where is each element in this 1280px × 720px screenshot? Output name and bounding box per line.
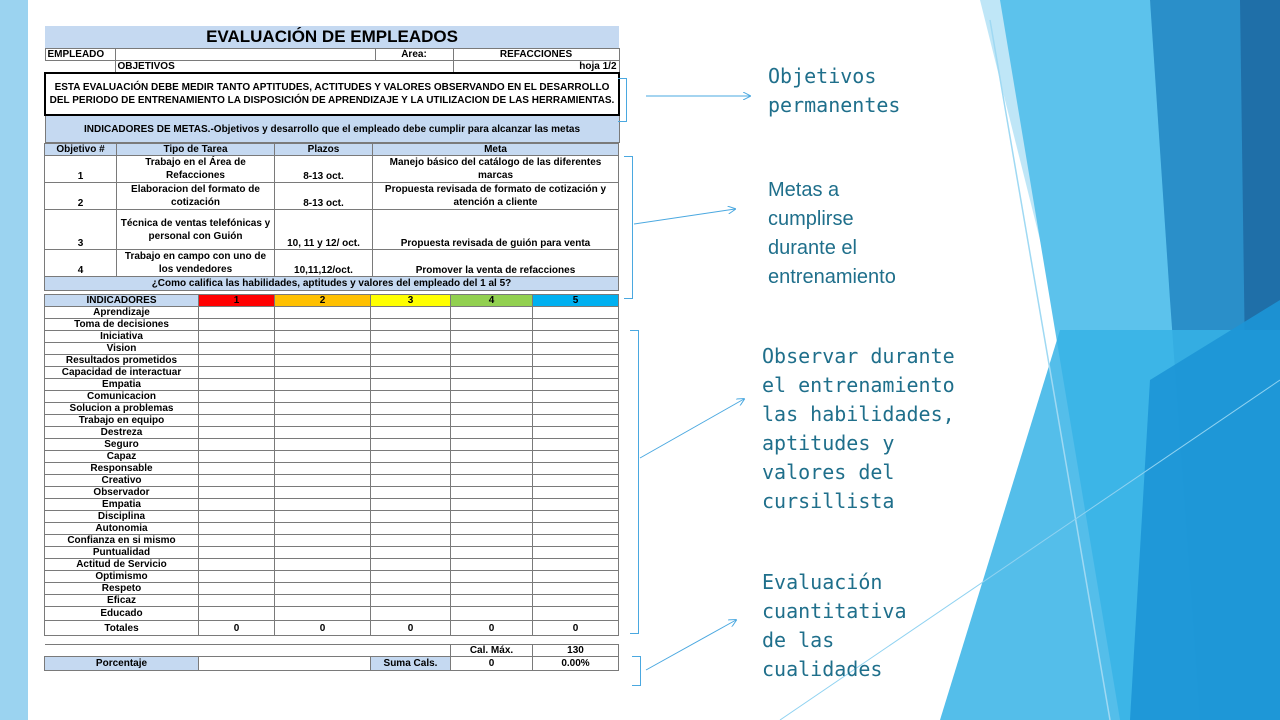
- goal-term: 10,11,12/oct.: [275, 250, 373, 277]
- indicator-name: Trabajo en equipo: [45, 415, 199, 427]
- rating-cell: [275, 415, 371, 427]
- rating-cell: [275, 307, 371, 319]
- sheet-header-table: [44, 26, 620, 143]
- rating-cell: [199, 547, 275, 559]
- employee-value: [115, 49, 375, 61]
- rating-cell: [275, 427, 371, 439]
- rating-cell: [275, 451, 371, 463]
- rating-cell: [275, 367, 371, 379]
- goal-num: 3: [45, 210, 117, 250]
- rating-cell: [371, 583, 451, 595]
- rating-cell: [199, 571, 275, 583]
- indicator-row: [45, 367, 619, 379]
- rating-cell: [199, 463, 275, 475]
- bracket-objectives: [618, 78, 627, 122]
- indicator-name: Respeto: [45, 583, 199, 595]
- sum-label: Suma Cals.: [371, 657, 451, 671]
- indicator-row: [45, 427, 619, 439]
- rating-cell: [533, 439, 619, 451]
- indicator-name: Confianza en si mismo: [45, 535, 199, 547]
- summary-table: [44, 644, 619, 671]
- rating-cell: [533, 607, 619, 621]
- indicators-table: [44, 294, 619, 636]
- rating-cell: [275, 535, 371, 547]
- scale-4: 4: [451, 295, 533, 307]
- indicator-name: Destreza: [45, 427, 199, 439]
- rating-cell: [199, 523, 275, 535]
- rating-cell: [199, 427, 275, 439]
- rating-cell: [199, 343, 275, 355]
- rating-cell: [533, 511, 619, 523]
- indicator-rows: [45, 307, 619, 621]
- rating-cell: [371, 511, 451, 523]
- rating-cell: [371, 547, 451, 559]
- indicator-row: [45, 355, 619, 367]
- rating-cell: [371, 535, 451, 547]
- rating-cell: [533, 523, 619, 535]
- bracket-goals: [624, 156, 633, 299]
- sheet-title: EVALUACIÓN DE EMPLEADOS: [45, 26, 619, 49]
- goal-num: 2: [45, 183, 117, 210]
- total-1: 0: [199, 621, 275, 636]
- goal-row: [45, 250, 619, 277]
- goal-meta: Promover la venta de refacciones: [373, 250, 619, 277]
- note-line: el entrenamiento: [762, 373, 955, 397]
- scale-3: 3: [371, 295, 451, 307]
- rating-cell: [199, 499, 275, 511]
- rating-cell: [451, 379, 533, 391]
- rating-cell: [451, 403, 533, 415]
- cal-max-label: Cal. Máx.: [451, 645, 533, 657]
- rating-cell: [275, 331, 371, 343]
- rating-cell: [199, 439, 275, 451]
- goals-col-goal: Meta: [373, 144, 619, 156]
- goal-num: 1: [45, 156, 117, 183]
- rating-cell: [451, 427, 533, 439]
- rating-cell: [451, 511, 533, 523]
- indicator-name: Creativo: [45, 475, 199, 487]
- goal-term: 8-13 oct.: [275, 156, 373, 183]
- rating-cell: [199, 475, 275, 487]
- indicator-row: [45, 475, 619, 487]
- rating-cell: [371, 379, 451, 391]
- indicator-name: Responsable: [45, 463, 199, 475]
- rating-cell: [275, 391, 371, 403]
- rating-cell: [371, 355, 451, 367]
- rating-cell: [275, 439, 371, 451]
- indicator-row: [45, 319, 619, 331]
- note-line: Objetivos: [768, 64, 877, 88]
- indicator-name: Empatia: [45, 499, 199, 511]
- indicator-name: Optimismo: [45, 571, 199, 583]
- rating-cell: [199, 307, 275, 319]
- rating-cell: [371, 439, 451, 451]
- indicator-row: [45, 439, 619, 451]
- rating-cell: [199, 319, 275, 331]
- objectives-label: OBJETIVOS: [115, 61, 453, 74]
- rating-cell: [199, 379, 275, 391]
- indicator-name: Aprendizaje: [45, 307, 199, 319]
- note-goals: [768, 176, 896, 292]
- rating-cell: [533, 391, 619, 403]
- indicator-row: [45, 571, 619, 583]
- indicator-row: [45, 499, 619, 511]
- rating-cell: [371, 319, 451, 331]
- indicator-name: Capacidad de interactuar: [45, 367, 199, 379]
- goals-col-objective: Objetivo #: [45, 144, 117, 156]
- rating-cell: [199, 403, 275, 415]
- rating-cell: [533, 547, 619, 559]
- indicator-row: [45, 607, 619, 621]
- rating-cell: [533, 355, 619, 367]
- indicator-row: [45, 331, 619, 343]
- indicators-label: INDICADORES: [45, 295, 199, 307]
- scale-5: 5: [533, 295, 619, 307]
- rating-cell: [275, 403, 371, 415]
- rating-cell: [275, 343, 371, 355]
- rating-cell: [275, 583, 371, 595]
- bracket-summary: [632, 656, 641, 686]
- goal-task: Elaboracion del formato de cotización: [117, 183, 275, 210]
- rating-cell: [451, 415, 533, 427]
- rating-cell: [533, 487, 619, 499]
- rating-cell: [533, 367, 619, 379]
- note-line: permanentes: [768, 93, 901, 117]
- rating-cell: [275, 571, 371, 583]
- rating-cell: [275, 607, 371, 621]
- area-value: REFACCIONES: [453, 49, 619, 61]
- rating-cell: [451, 583, 533, 595]
- rating-cell: [199, 451, 275, 463]
- rating-cell: [371, 571, 451, 583]
- indicator-row: [45, 595, 619, 607]
- goal-row: [45, 210, 619, 250]
- rating-cell: [371, 403, 451, 415]
- indicator-row: [45, 343, 619, 355]
- note-line: cursillista: [762, 489, 895, 513]
- rating-cell: [533, 559, 619, 571]
- rating-cell: [275, 523, 371, 535]
- goal-task: Trabajo en campo con uno de los vendedores: [117, 250, 275, 277]
- sheet-number: hoja 1/2: [453, 61, 619, 74]
- goals-header: INDICADORES DE METAS.-Objetivos y desarrollo que el empleado debe cumplir para alcanzar las metas: [45, 115, 619, 143]
- note-line: de las: [762, 628, 835, 652]
- rating-cell: [275, 547, 371, 559]
- note-line: cumplirse: [768, 208, 854, 230]
- note-line: aptitudes y: [762, 431, 895, 455]
- indicator-row: [45, 451, 619, 463]
- goal-meta: Propuesta revisada de formato de cotización y atención a cliente: [373, 183, 619, 210]
- rating-cell: [371, 307, 451, 319]
- evaluation-description: ESTA EVALUACIÓN DEBE MEDIR TANTO APTITUDES, ACTITUDES Y VALORES OBSERVANDO EN EL DESARROLLO DEL PERIODO DE ENTRENAMIENTO LA DISPOSICIÓN DE APRENDIZAJE Y LA UTILIZACION DE LAS HERRAMIENTAS.: [45, 73, 619, 115]
- sum-value: 0: [451, 657, 533, 671]
- indicator-row: [45, 379, 619, 391]
- rating-cell: [533, 571, 619, 583]
- indicator-row: [45, 463, 619, 475]
- rating-cell: [371, 595, 451, 607]
- note-observe: [762, 342, 955, 516]
- rating-cell: [275, 499, 371, 511]
- rating-cell: [533, 379, 619, 391]
- rating-cell: [371, 391, 451, 403]
- rating-cell: [533, 307, 619, 319]
- rating-cell: [533, 427, 619, 439]
- rating-cell: [451, 547, 533, 559]
- goals-col-term: Plazos: [275, 144, 373, 156]
- rating-cell: [533, 535, 619, 547]
- note-line: cualidades: [762, 657, 883, 681]
- goal-term: 8-13 oct.: [275, 183, 373, 210]
- goal-row: [45, 156, 619, 183]
- indicator-name: Seguro: [45, 439, 199, 451]
- note-line: Observar durante: [762, 344, 955, 368]
- note-line: durante el: [768, 237, 857, 259]
- indicator-row: [45, 391, 619, 403]
- note-line: Evaluación: [762, 570, 883, 594]
- rating-cell: [533, 451, 619, 463]
- rating-cell: [451, 367, 533, 379]
- rating-cell: [275, 487, 371, 499]
- rating-cell: [533, 343, 619, 355]
- rating-cell: [451, 475, 533, 487]
- rating-cell: [199, 559, 275, 571]
- percentage-label: Porcentaje: [45, 657, 199, 671]
- percentage-value: 0.00%: [533, 657, 619, 671]
- rating-cell: [275, 511, 371, 523]
- percentage-blank: [199, 657, 371, 671]
- indicator-name: Eficaz: [45, 595, 199, 607]
- rating-cell: [533, 415, 619, 427]
- rating-cell: [533, 319, 619, 331]
- rating-cell: [275, 379, 371, 391]
- rating-cell: [451, 607, 533, 621]
- rating-cell: [371, 331, 451, 343]
- rating-cell: [275, 475, 371, 487]
- indicator-name: Actitud de Servicio: [45, 559, 199, 571]
- indicator-name: Puntualidad: [45, 547, 199, 559]
- rating-cell: [451, 331, 533, 343]
- indicator-name: Empatia: [45, 379, 199, 391]
- rating-cell: [275, 319, 371, 331]
- note-line: valores del: [762, 460, 895, 484]
- indicator-row: [45, 403, 619, 415]
- indicator-name: Observador: [45, 487, 199, 499]
- rating-cell: [371, 559, 451, 571]
- rating-cell: [199, 583, 275, 595]
- rating-cell: [199, 331, 275, 343]
- evaluation-sheet: [44, 26, 618, 671]
- rating-cell: [451, 499, 533, 511]
- goal-task: Trabajo en el Área de Refacciones: [117, 156, 275, 183]
- indicator-name: Vision: [45, 343, 199, 355]
- rating-cell: [451, 319, 533, 331]
- rating-cell: [371, 499, 451, 511]
- rating-cell: [451, 571, 533, 583]
- total-4: 0: [451, 621, 533, 636]
- rating-cell: [371, 415, 451, 427]
- rating-cell: [533, 595, 619, 607]
- indicator-name: Educado: [45, 607, 199, 621]
- goal-meta: Manejo básico del catálogo de las diferentes marcas: [373, 156, 619, 183]
- rating-cell: [451, 463, 533, 475]
- area-label: Área:: [375, 49, 453, 61]
- rating-cell: [451, 523, 533, 535]
- employee-label: EMPLEADO: [45, 49, 115, 61]
- rating-cell: [275, 595, 371, 607]
- indicator-row: [45, 511, 619, 523]
- rating-cell: [199, 355, 275, 367]
- indicator-row: [45, 307, 619, 319]
- rating-cell: [371, 487, 451, 499]
- note-line: cuantitativa: [762, 599, 907, 623]
- indicator-name: Autonomia: [45, 523, 199, 535]
- indicator-row: [45, 523, 619, 535]
- rating-cell: [371, 523, 451, 535]
- bracket-indicators: [630, 330, 639, 634]
- rating-question: ¿Como califica las habilidades, aptitudes y valores del empleado del 1 al 5?: [45, 277, 619, 291]
- rating-cell: [371, 463, 451, 475]
- indicator-row: [45, 583, 619, 595]
- total-5: 0: [533, 621, 619, 636]
- totals-label: Totales: [45, 621, 199, 636]
- rating-cell: [451, 355, 533, 367]
- rating-cell: [275, 355, 371, 367]
- total-2: 0: [275, 621, 371, 636]
- note-evaluation: [762, 568, 907, 684]
- rating-cell: [371, 475, 451, 487]
- rating-cell: [199, 607, 275, 621]
- rating-cell: [199, 487, 275, 499]
- rating-cell: [199, 535, 275, 547]
- rating-cell: [199, 415, 275, 427]
- note-line: las habilidades,: [762, 402, 955, 426]
- rating-cell: [451, 391, 533, 403]
- rating-cell: [533, 331, 619, 343]
- rating-cell: [371, 607, 451, 621]
- rating-cell: [371, 427, 451, 439]
- indicator-name: Resultados prometidos: [45, 355, 199, 367]
- scale-2: 2: [275, 295, 371, 307]
- indicator-name: Capaz: [45, 451, 199, 463]
- rating-cell: [533, 583, 619, 595]
- rating-cell: [199, 511, 275, 523]
- rating-cell: [451, 307, 533, 319]
- indicator-name: Iniciativa: [45, 331, 199, 343]
- rating-cell: [199, 367, 275, 379]
- indicator-row: [45, 535, 619, 547]
- cal-max-value: 130: [533, 645, 619, 657]
- scale-1: 1: [199, 295, 275, 307]
- indicator-row: [45, 415, 619, 427]
- rating-cell: [451, 535, 533, 547]
- rating-cell: [199, 595, 275, 607]
- goal-task: Técnica de ventas telefónicas y personal con Guión: [117, 210, 275, 250]
- indicator-name: Toma de decisiones: [45, 319, 199, 331]
- indicator-row: [45, 547, 619, 559]
- goal-num: 4: [45, 250, 117, 277]
- rating-cell: [533, 499, 619, 511]
- indicator-name: Disciplina: [45, 511, 199, 523]
- rating-cell: [275, 463, 371, 475]
- rating-cell: [451, 439, 533, 451]
- indicator-row: [45, 487, 619, 499]
- goals-table: [44, 143, 619, 291]
- note-line: Metas a: [768, 179, 840, 201]
- indicator-row: [45, 559, 619, 571]
- note-line: entrenamiento: [768, 266, 896, 288]
- rating-cell: [451, 595, 533, 607]
- rating-cell: [371, 451, 451, 463]
- rating-cell: [533, 463, 619, 475]
- goal-meta: Propuesta revisada de guión para venta: [373, 210, 619, 250]
- rating-cell: [533, 475, 619, 487]
- goal-term: 10, 11 y 12/ oct.: [275, 210, 373, 250]
- rating-cell: [451, 451, 533, 463]
- goals-col-task: Tipo de Tarea: [117, 144, 275, 156]
- indicator-name: Solucion a problemas: [45, 403, 199, 415]
- note-objectives: [768, 62, 900, 120]
- rating-cell: [371, 367, 451, 379]
- indicator-name: Comunicacion: [45, 391, 199, 403]
- rating-cell: [451, 343, 533, 355]
- rating-cell: [451, 487, 533, 499]
- goal-row: [45, 183, 619, 210]
- rating-cell: [451, 559, 533, 571]
- rating-cell: [275, 559, 371, 571]
- total-3: 0: [371, 621, 451, 636]
- rating-cell: [199, 391, 275, 403]
- rating-cell: [371, 343, 451, 355]
- rating-cell: [533, 403, 619, 415]
